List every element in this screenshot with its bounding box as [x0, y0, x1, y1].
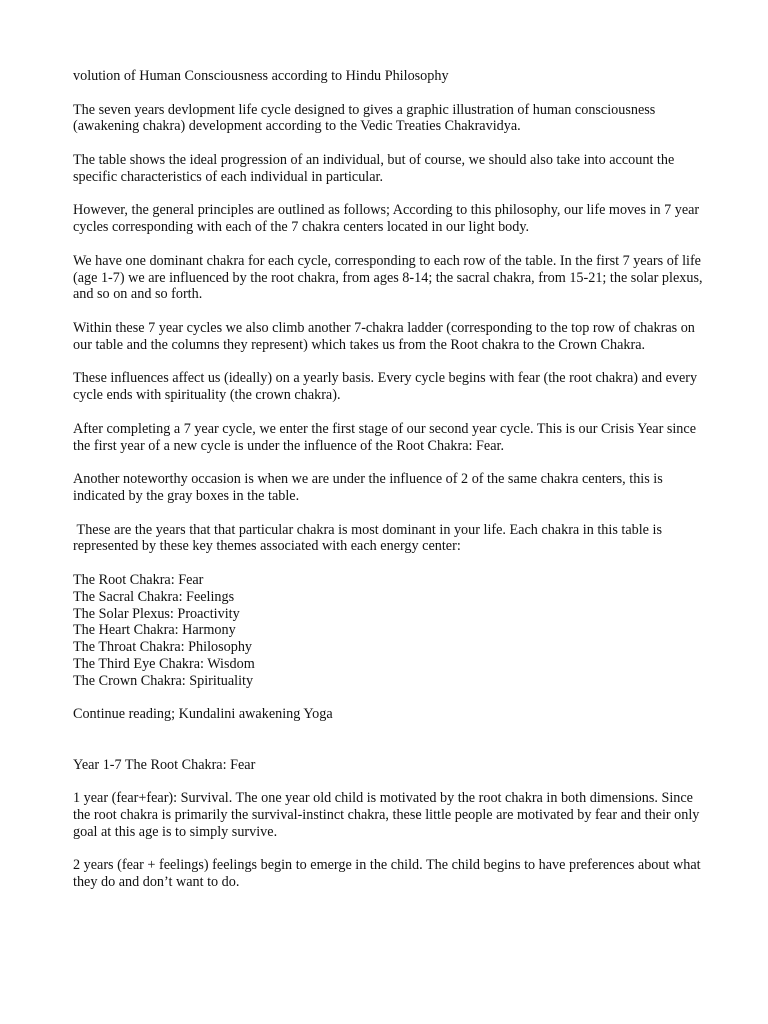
paragraph-cycle-intro: The seven years devlopment life cycle designed to gives a graphic illustration of human consciousness (awakening chakra) development according to the Vedic Treaties Chakravidya.: [73, 101, 659, 135]
document-page: [73, 68, 707, 908]
paragraph-year-two: 2 years (fear + feelings) feelings begin to emerge in the child. The child begins to have preferences about what they do and don’t want to do.: [73, 857, 705, 891]
paragraph-dominant-chakra: We have one dominant chakra for each cycle, corresponding to each row of the table. In the first 7 years of life (age 1-7) we are influenced by the root chakra, from ages 8-14; the sacral chakra, from 15-21; the solar plexus, and so on and so forth.: [73, 252, 707, 303]
spacer: [73, 740, 703, 757]
paragraph-table-description: The table shows the ideal progression of an individual, but of course, we should also take into account the specific characteristics of each individual in particular.: [73, 151, 678, 185]
continue-reading-text: Continue reading; Kundalini awakening Yoga: [73, 706, 333, 723]
list-item: The Crown Chakra: Spirituality: [73, 672, 254, 689]
paragraph-year-one: 1 year (fear+fear): Survival. The one year old child is motivated by the root chakra in both dimensions. Since the root chakra is primarily the survival-instinct chakra, these little people are motivated by fear and their only goal at this age is to simply survive.: [73, 790, 703, 840]
paragraph-crisis-year: After completing a 7 year cycle, we enter the first stage of our second year cycle. This is our Crisis Year since the first year of a new cycle is under the influence of the Root Chakra: Fear.: [73, 420, 700, 454]
paragraph-yearly-influences: These influences affect us (ideally) on a yearly basis. Every cycle begins with fear (the root chakra) and every cycle ends with spirituality (the crown chakra).: [73, 370, 701, 404]
section-heading: Year 1-7 The Root Chakra: Fear: [73, 756, 256, 773]
paragraph-chakra-ladder: Within these 7 year cycles we also climb another 7-chakra ladder (corresponding to the top row of chakras on our table and the columns they represent) which takes us from the Root chakra to the Crown Chakra.: [73, 319, 699, 353]
list-item: The Sacral Chakra: Feelings: [73, 588, 235, 605]
paragraph-gray-boxes: Another noteworthy occasion is when we are under the influence of 2 of the same chakra centers, this is indicated by the gray boxes in the table.: [73, 471, 667, 504]
list-item: The Throat Chakra: Philosophy: [73, 639, 253, 656]
list-item: The Heart Chakra: Harmony: [73, 622, 236, 639]
document-title: volution of Human Consciousness according to Hindu Philosophy: [73, 68, 449, 84]
list-item: The Root Chakra: Fear: [73, 571, 204, 588]
paragraph-key-themes: These are the years that that particular chakra is most dominant in your life. Each chakra in this table is represented by these key themes associated with each energy center:: [73, 521, 666, 555]
paragraph-general-principles: However, the general principles are outlined as follows; According to this philosophy, our life moves in 7 year cycles corresponding with each of the 7 chakra centers located in our light body.: [73, 202, 703, 236]
list-item: The Third Eye Chakra: Wisdom: [73, 655, 255, 672]
chakra-themes-list: [73, 572, 703, 690]
list-item: The Solar Plexus: Proactivity: [73, 605, 240, 622]
